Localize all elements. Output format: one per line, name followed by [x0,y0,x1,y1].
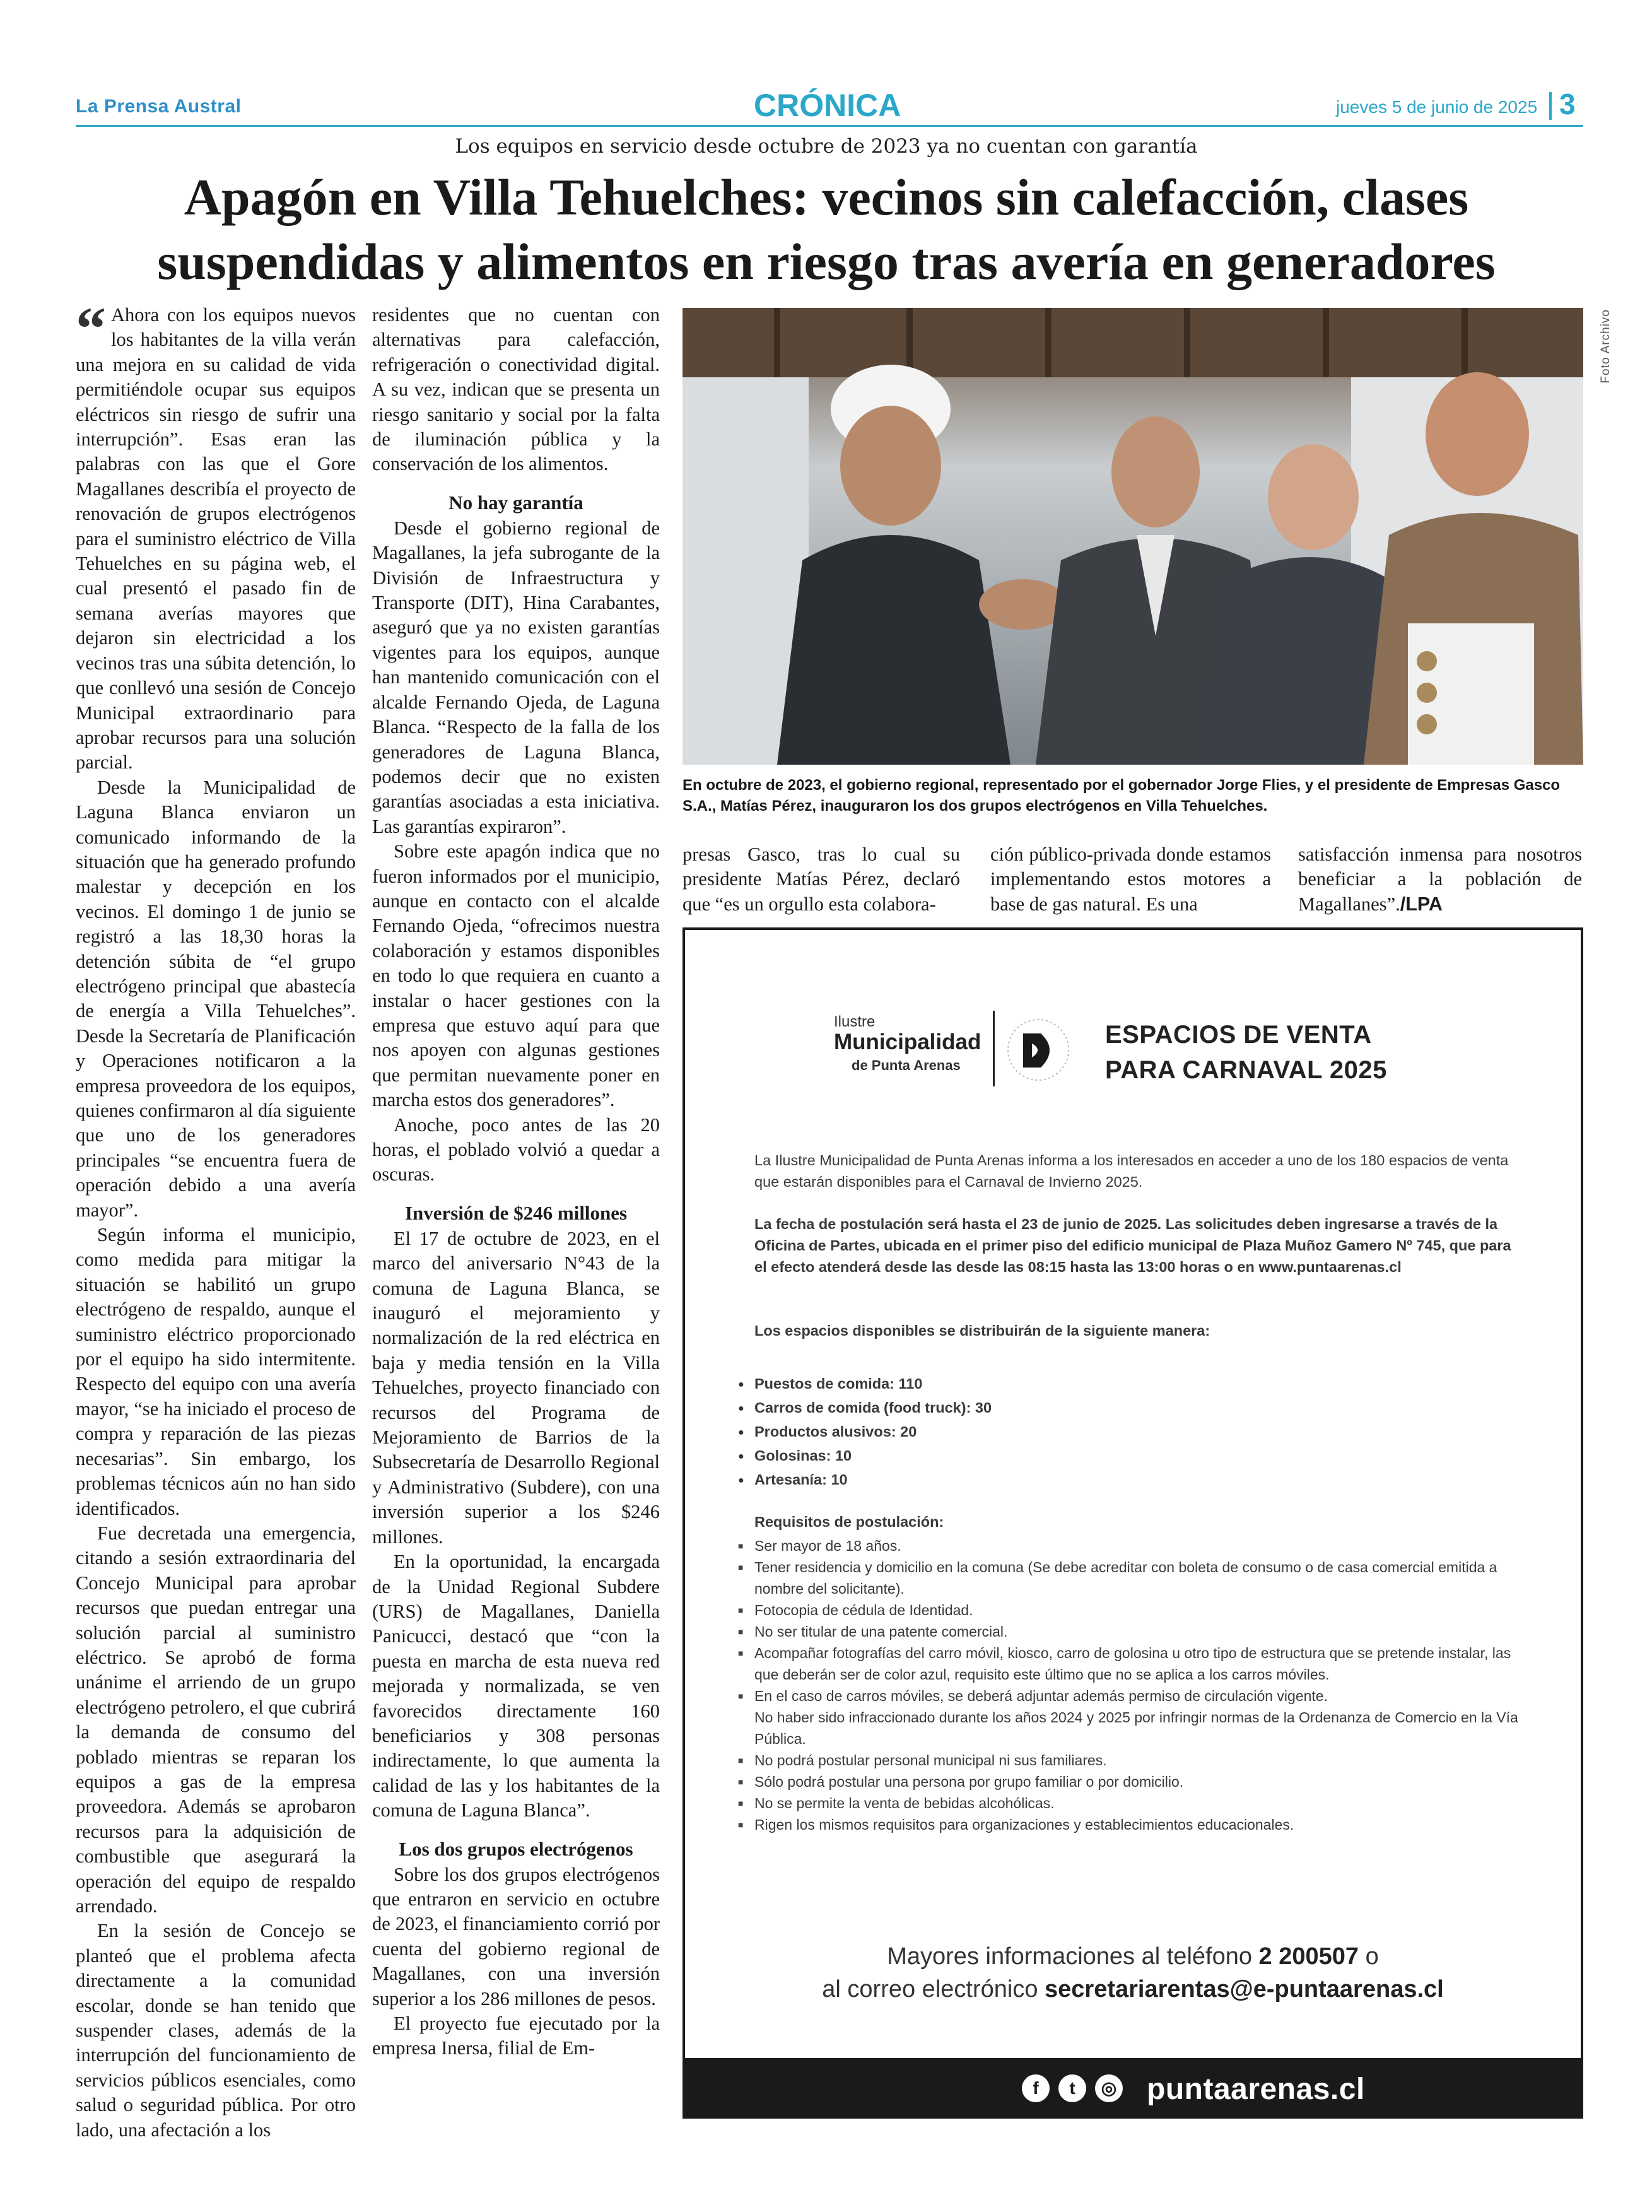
headline-line-1: Apagón en Villa Tehuelches: vecinos sin calefacción, clases [184,168,1469,226]
ad-requirements-title: Requisitos de postulación: [754,1514,944,1530]
article-headline [76,165,1577,294]
list-item: ■ Sólo podrá postular una persona por grupo familiar o por domicilio. [738,1771,1520,1792]
list-item: ■ Fotocopia de cédula de Identidad. [738,1599,1520,1621]
logo-divider [993,1011,995,1086]
article-column-1 [76,295,356,2143]
article-column-4 [990,842,1271,917]
municipality-logo-small: Ilustre [834,1013,876,1030]
paragraph: En la sesión de Concejo se planteó que el problema afecta directamente a la comunidad escolar, donde se han tenido que suspender clases, además de la interrupción del funcionamiento de servicios públicos esenciales, como salud o seguridad pública. Por otro lado, una afectación a los [76,1920,356,2141]
ad-footer-bar [682,2058,1583,2119]
article-kicker: Los equipos en servicio desde octubre de 2023 ya no cuentan con garantía [455,135,1198,158]
ad-title-line-2: PARA CARNAVAL 2025 [1105,1056,1387,1084]
website-url: puntaarenas.cl [1147,2073,1365,2106]
list-item: ■ Acompañar fotografías del carro móvil, kiosco, carro de golosina u otro tipo de estructura que se pretende instalar, las que deberán ser de color azul, requisito este último que no se aplica a los carros móviles. [738,1642,1520,1685]
list-item: ■ Rigen los mismos requisitos para organizaciones y establecimientos educacionales. [738,1814,1520,1835]
list-item: ■ No se permite la venta de bebidas alcohólicas. [738,1792,1520,1814]
ad-distribution-list [738,1372,1514,1492]
ad-distribution-intro: Los espacios disponibles se distribuirán de la siguiente manera: [754,1322,1210,1339]
article-column-5 [1298,842,1582,917]
paragraph: Fue decretada una emergencia, citando a sesión extraordinaria del Concejo Municipal para aprobar recursos que puedan entregar una solución parcial al suministro eléctrico. Se aprobó de forma unánime el arriendo de un grupo electrógeno petrolero, el que cubrirá la demanda de consumo del poblado mientras se reparan los equipos a gas de la empresa proveedora. Además se aprobaron recursos para la adquisición de combustible que asegurará la operación del equipo de respaldo arrendado. [76,1522,356,1917]
ad-requirements-list [738,1535,1520,1835]
paragraph: Anoche, poco antes de las 20 horas, el poblado volvió a quedar a oscuras. [372,1114,660,1185]
paragraph: Sobre este apagón indica que no fueron informados por el municipio, aunque en contacto con el alcalde Fernando Ojeda, “ofrecimos nuestra colaboración y estamos disponibles en todo lo que requiera en cuanto a instalar o hacer gestiones con la empresa que estuvo aquí para que nos apoyen con algunas gestiones que permitan nuevamente poner en marcha estos dos generadores”. [372,840,660,1111]
paragraph: El proyecto fue ejecutado por la empresa Inersa, filial de Em- [372,2013,660,2059]
article-column-3 [682,842,960,917]
ad-deadline: La fecha de postulación será hasta el 23 de junio de 2025. Las solicitudes deben ingresarse a través de la Oficina de Partes, ubicada en el primer piso del edificio municipal de Plaza Muñoz Gamero Nº 745, que para el efecto atenderá desde las desde las 08:15 hasta las 13:00 horas o en www.puntaarenas.cl [754,1216,1511,1275]
paragraph: En la oportunidad, la encargada de la Unidad Regional Subdere (URS) de Magallanes, Daniella Panicucci, destacó que “con la puesta en marcha de esta nueva red mejorada y normalizada, se ven favorecidos directamente 160 beneficiarios y 308 personas indirectamente, lo que aumenta la calidad de las y los habitantes de la comuna de Laguna Blanca”. [372,1551,660,1821]
list-item: ● Puestos de comida: 110 [738,1372,1514,1396]
ad-contact-info [682,1940,1583,2006]
instagram-icon: ◎ [1095,2074,1123,2102]
contact-email: secretariarentas@e-puntaarenas.cl [1045,1976,1444,2003]
article-photo [682,308,1583,765]
ad-intro: La Ilustre Municipalidad de Punta Arenas informa a los interesados en acceder a uno de los 180 espacios de venta que estarán disponibles para el Carnaval de Invierno 2025. [754,1152,1509,1190]
author-signature: /LPA [1400,893,1443,915]
header-rule [76,125,1583,127]
paragraph: Desde el gobierno regional de Magallanes, la jefa subrogante de la División de Infraestructura y Transporte (DIT), Hina Carabantes, aseguró que ya no existen garantías vigentes para los equipos, aunque han mantenido comunicación con el alcalde Fernando Ojeda, de Laguna Blanca. “Respecto de la falla de los generadores de Laguna Blanca, podemos decir que no existen garantías asociadas a esta iniciativa. Las garantías expiraron”. [372,517,660,837]
list-item: ■ No podrá postular personal municipal ni sus familiares. [738,1750,1520,1771]
ad-title [1105,1017,1387,1088]
paragraph: ción público-privada donde estamos implementando estos motores a base de gas natural. Es una [990,844,1271,915]
paragraph: Desde la Municipalidad de Laguna Blanca enviaron un comunicado informando de la situación que ha generado profundo malestar y decepción en los vecinos. El domingo 1 de junio se registró a las 18,30 horas la detención súbita de “el grupo electrógeno principal que abastecía de energía a Villa Tehuelches”. Desde la Secretaría de Planificación y Operaciones notificaron a la empresa proveedora de los equipos, quienes confirmaron al día siguiente que uno de los generadores principales “se encuentra fuera de operación debido a una avería mayor”. [76,776,356,1221]
subheading-no-hay-garantia: No hay garantía [448,491,583,514]
paragraph: Según informa el municipio, como medida para mitigar la situación se habilitó un grupo electrógeno de respaldo, aunque el suministro eléctrico proporcionado por el equipo ha sido intermitente. Respecto del equipo con una avería mayor, “se ha iniciado el proceso de compra y reparación de las piezas necesarias”. Sin embargo, los problemas técnicos aún no han sido identificados. [76,1224,356,1519]
list-item: ● Artesanía: 10 [738,1468,1514,1492]
header-separator [1549,92,1552,120]
twitter-icon: t [1058,2074,1086,2102]
ad-title-line-1: ESPACIOS DE VENTA [1105,1021,1372,1049]
section-title: CRÓNICA [754,88,901,123]
list-item: ■ En el caso de carros móviles, se deberá adjuntar además permiso de circulación vigente. [738,1685,1520,1707]
issue-date: jueves 5 de junio de 2025 [1336,97,1538,117]
list-item: No haber sido infraccionado durante los años 2024 y 2025 por infringir normas de la Ordenanza de Comercio en la Vía Pública. [754,1709,1518,1747]
subheading-grupos-electrogenos: Los dos grupos electrógenos [399,1837,633,1860]
photo-credit: Foto Archivo [1599,309,1612,384]
list-item: ■ Tener residencia y domicilio en la comuna (Se debe acreditar con boleta de consumo o de casa comercial emitida a nombre del solicitante). [738,1556,1520,1599]
publication-name: La Prensa Austral [76,96,242,117]
page-number: 3 [1559,88,1576,121]
contact-email-line: al correo electrónico secretariarentas@e-puntaarenas.cl [822,1976,1444,2003]
paragraph: El 17 de octubre de 2023, en el marco del aniversario N°43 de la comuna de Laguna Blanca, se inauguró el mejoramiento y normalización de la red eléctrica en baja y media tensión en la Villa Tehuelches, proyecto financiado con recursos del Programa de Mejoramiento de Barrios de la Subsecretaría de Desarrollo Regional y Administrativo (Subdere), con una inversión superior a los $246 millones. [372,1227,660,1548]
paragraph: residentes que no cuentan con alternativas para calefacción, refrigeración o conectividad digital. A su vez, indican que se presenta un riesgo sanitario y social por la falta de iluminación pública y la conservación de los alimentos. [372,304,660,475]
paragraph: Sobre los dos grupos electrógenos que entraron en servicio en octubre de 2023, el financiamiento corrió por cuenta del gobierno regional de Magallanes, con una inversión superior a los 286 millones de pesos. [372,1863,660,2009]
facebook-icon: f [1022,2074,1050,2102]
list-item: ■ Ser mayor de 18 años. [738,1535,1520,1556]
list-item: ● Golosinas: 10 [738,1444,1514,1468]
municipality-emblem-icon [1003,1015,1074,1085]
quote-mark: “ [76,295,106,362]
headline-line-2: suspendidas y alimentos en riesgo tras avería en generadores [157,233,1496,290]
list-item: ● Carros de comida (food truck): 30 [738,1396,1514,1420]
municipality-logo-name: Municipalidad [834,1030,981,1054]
paragraph: satisfacción inmensa para nosotros beneficiar a la población de Magallanes”./LPA [1298,844,1582,915]
subheading-inversion: Inversión de $246 millones [404,1201,628,1224]
contact-phone-line: Mayores informaciones al teléfono 2 200507 o [887,1943,1379,1970]
municipality-logo-subtitle: de Punta Arenas [852,1057,961,1073]
paragraph: presas Gasco, tras lo cual su presidente Matías Pérez, declaró que “es un orgullo esta colabora- [682,844,960,915]
paragraph: “ Ahora con los equipos nuevos los habitantes de la villa verán una mejora en su calidad de vida permitiéndole ocupar sus equipos eléctricos sin riesgo de sufrir una interrupción”. Esas eran las palabras con las que el Gore Magallanes describía el proyecto de renovación de grupos electrógenos para el suministro eléctrico de Villa Tehuelches en su página web, el cual presentó el pasado fin de semana averías mayores que dejaron sin electricidad a los vecinos tras una súbita detención, lo que conllevó una sesión de Concejo Municipal extraordinario para aprobar recursos para una solución parcial. [76,295,356,774]
list-item: ● Productos alusivos: 20 [738,1420,1514,1444]
article-column-2 [372,303,660,2061]
contact-phone: 2 200507 [1258,1943,1359,1970]
list-item: ■ No ser titular de una patente comercial. [738,1621,1520,1642]
photo-caption: En octubre de 2023, el gobierno regional, representado por el gobernador Jorge Flies, y el presidente de Empresas Gasco S.A., Matías Pérez, inauguraron los dos grupos electrógenos en Villa Tehuelches. [682,777,1561,815]
